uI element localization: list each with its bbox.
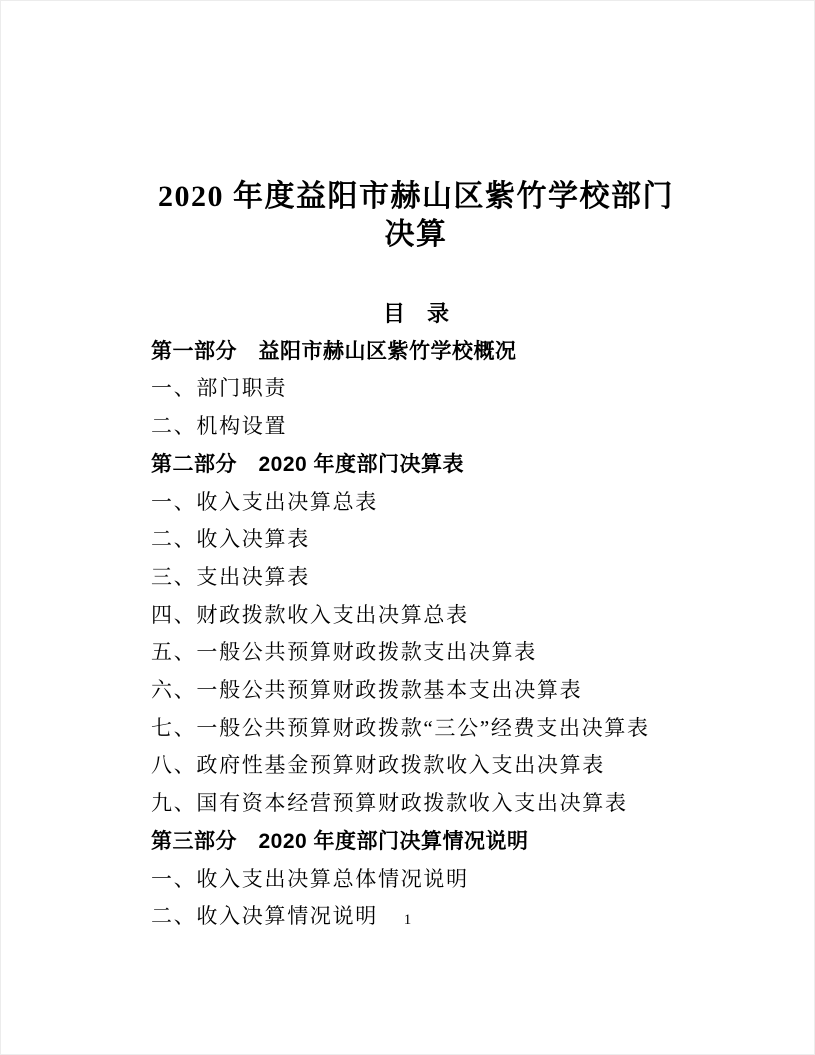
toc-item: 三、支出决算表	[151, 564, 310, 589]
toc-section-heading-3: 第三部分 2020 年度部门决算情况说明	[151, 829, 529, 853]
toc-item: 五、一般公共预算财政拨款支出决算表	[151, 640, 537, 665]
toc-item: 二、收入决算表	[151, 527, 310, 552]
toc-item: 一、收入支出决算总体情况说明	[151, 866, 469, 891]
toc-heading: 目 录	[382, 301, 449, 326]
document-title: 2020 年度益阳市赫山区紫竹学校部门决算	[158, 180, 674, 251]
document-content	[151, 1, 681, 936]
toc-item: 二、收入决算情况说明	[151, 904, 378, 929]
toc-section-heading-1: 第一部分 益阳市赫山区紫竹学校概况	[151, 339, 517, 363]
toc-item: 七、一般公共预算财政拨款“三公”经费支出决算表	[151, 715, 650, 740]
toc-item: 四、财政拨款收入支出决算总表	[151, 602, 469, 627]
toc-item: 六、一般公共预算财政拨款基本支出决算表	[151, 678, 583, 703]
toc-item: 八、政府性基金预算财政拨款收入支出决算表	[151, 753, 605, 778]
toc-item: 一、收入支出决算总表	[151, 489, 378, 514]
toc-item: 二、机构设置	[151, 414, 288, 439]
toc-section-heading-2: 第二部分 2020 年度部门决算表	[151, 452, 465, 476]
toc-item: 九、国有资本经营预算财政拨款收入支出决算表	[151, 791, 628, 816]
page-number: 1	[403, 912, 412, 928]
toc-item: 一、部门职责	[151, 376, 288, 401]
